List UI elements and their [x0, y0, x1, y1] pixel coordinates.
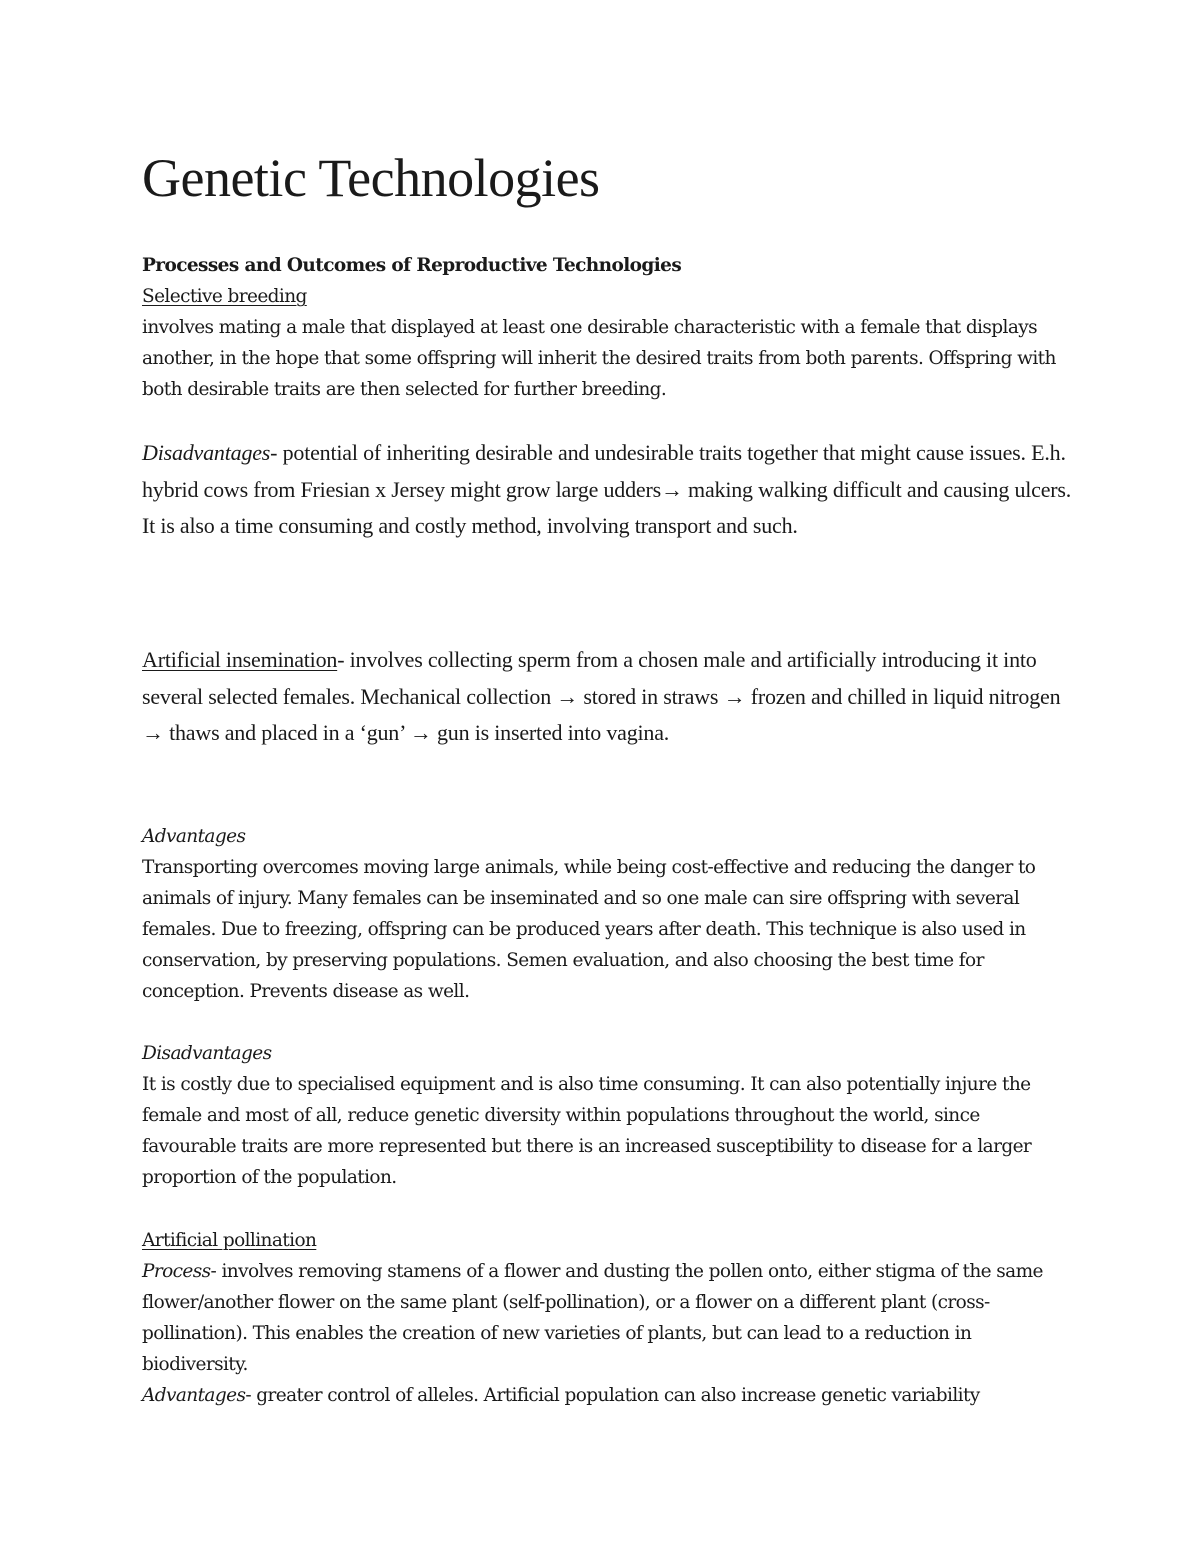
advantages-text: - greater control of alleles. Artificial population can also increase genetic variability — [245, 1385, 980, 1406]
artificial-pollination-heading: Artificial pollination — [142, 1230, 317, 1251]
process-paragraph — [142, 1256, 1072, 1380]
artificial-insemination-paragraph — [142, 642, 1072, 752]
section-heading: Processes and Outcomes of Reproductive Technologies — [142, 255, 682, 276]
artificial-insemination-text: - involves collecting sperm from a chosen male and artificially introducing it into several selected females. Mechanical collection → stored in straws → frozen and chilled in liquid nitrogen → thaws and placed in a ‘gun’ → gun is inserted into vagina. — [142, 647, 1061, 745]
advantages-text: Transporting overcomes moving large animals, while being cost-effective and reducing the danger to animals of injury. Many females can be inseminated and so one male can sire offspring with several females. Due to freezing, offspring can be produced years after death. This technique is also used in conservation, by preserving populations. Semen evaluation, and also choosing the best time for conception. Prevents disease as well. — [142, 857, 1036, 1002]
insemination-advantages — [142, 821, 1072, 1007]
selective-breeding-block — [142, 250, 1072, 405]
process-label: Process — [142, 1261, 211, 1282]
disadvantages-text: - potential of inheriting desirable and undesirable traits together that might cause issues. E.h. hybrid cows from Friesian x Jersey might grow large udders→ making walking difficult and causing ulcers. It is also a time consuming and costly method, involving transport and such. — [142, 440, 1072, 538]
artificial-insemination-heading: Artificial insemination — [142, 647, 338, 672]
selective-breeding-heading: Selective breeding — [142, 286, 307, 307]
process-text: - involves removing stamens of a flower and dusting the pollen onto, either stigma of the same flower/another flower on the same plant (self-pollination), or a flower on a different plant (cross-pollination). This enables the creation of new varieties of plants, but can lead to a reduction in biodiversity. — [142, 1261, 1043, 1375]
artificial-pollination-block — [142, 1225, 1072, 1411]
advantages-label: Advantages — [142, 1385, 246, 1406]
document-title: Genetic Technologies — [142, 148, 600, 208]
advantages-label: Advantages — [142, 826, 246, 847]
insemination-disadvantages — [142, 1038, 1072, 1193]
disadvantages-text: It is costly due to specialised equipment and is also time consuming. It can also potentially injure the female and most of all, reduce genetic diversity within populations throughout the world, since favourable traits are more represented but there is an increased susceptibility to disease for a larger proportion of the population. — [142, 1074, 1032, 1188]
selective-breeding-text: involves mating a male that displayed at least one desirable characteristic with a female that displays another, in the hope that some offspring will inherit the desired traits from both parents. Offspring with both desirable traits are then selected for further breeding. — [142, 317, 1056, 400]
disadvantages-label: Disadvantages — [142, 440, 271, 465]
disadvantages-label: Disadvantages — [142, 1043, 272, 1064]
selective-breeding-disadvantages — [142, 435, 1072, 545]
pollination-advantages-paragraph — [142, 1380, 1072, 1411]
